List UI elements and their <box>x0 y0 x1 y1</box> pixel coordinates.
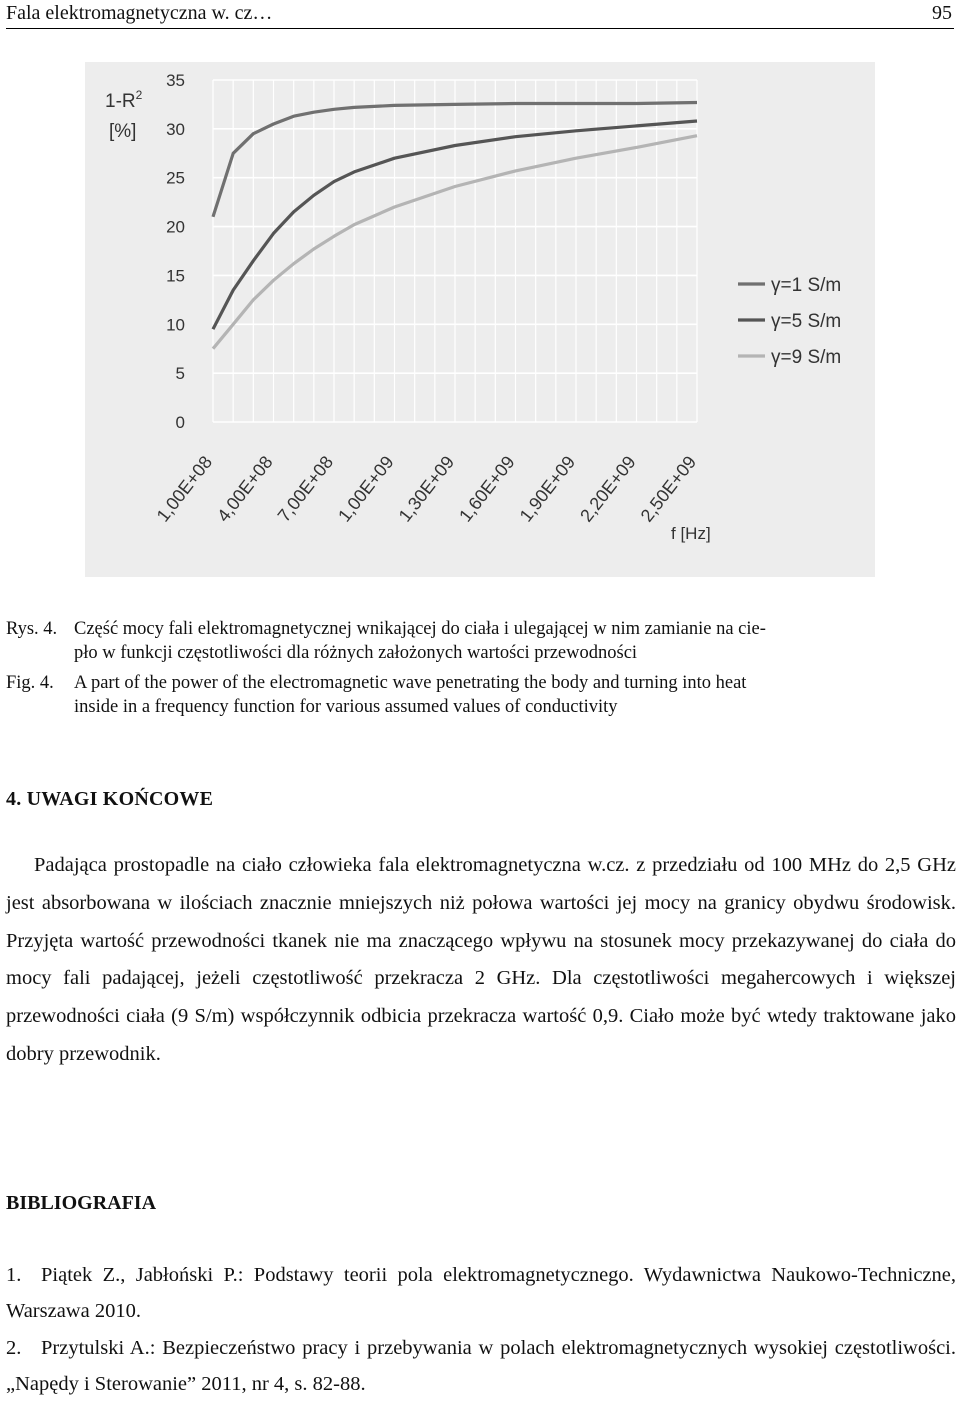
y-tick-label: 30 <box>166 119 185 139</box>
bibliography-item <box>6 1257 956 1329</box>
x-tick-label: 2,20E+09 <box>576 452 640 526</box>
x-axis-label: f [Hz] <box>671 524 711 543</box>
figure-caption-en <box>6 671 954 719</box>
y-tick-label: 20 <box>166 217 185 237</box>
caption-label-en: Fig. 4. <box>6 673 54 693</box>
caption-label-pl: Rys. 4. <box>6 619 58 639</box>
bibliography-item <box>6 1330 956 1402</box>
bib-number: 2. <box>6 1337 22 1359</box>
running-header <box>6 0 954 29</box>
bib-text: Przytulski A.: Bezpieczeństwo pracy i przebywania w polach elektromagnetycznych wysokiej częstotliwości. „Napędy i Sterowanie” 2011, nr 4, s. 82-88. <box>6 1337 956 1395</box>
legend-label: γ=1 S/m <box>771 275 842 296</box>
figure-caption-pl <box>6 617 954 665</box>
frequency-chart <box>85 62 875 577</box>
y-tick-label: 15 <box>166 266 185 286</box>
caption-text-pl-2: pło w funkcji częstotliwości dla różnych założonych wartości przewodności <box>74 643 638 663</box>
y-tick-label: 10 <box>166 315 185 335</box>
legend-label: γ=9 S/m <box>771 347 842 368</box>
caption-text-en-2: inside in a frequency function for various assumed values of conductivity <box>74 697 618 717</box>
bibliography-heading: BIBLIOGRAFIA <box>6 1192 157 1214</box>
y-axis-label: $1-R^2$ <box>105 88 143 112</box>
x-tick-label: 1,00E+08 <box>152 452 217 526</box>
y-tick-label: 25 <box>166 168 185 188</box>
x-tick-label: 1,60E+09 <box>455 452 519 526</box>
body-paragraph: Padająca prostopadle na ciało człowieka fala elektromagnetyczna w.cz. z przedziału od 100 MHz do 2,5 GHz jest absorbowana w ilościach znacznie mniejszych niż połowa wartości jej mocy na granicy obydwu środowisk. Przyjęta wartość przewodności tkanek nie ma znaczącego wpływu na stosunek mocy przekazywanej do ciała do mocy fali padającej, jeżeli częstotliwość przekracza 2 GHz. Dla częstotliwości megahercowych i większej przewodności ciała (9 S/m) współczynnik odbicia przekracza wartość 0,9. Ciało może być wtedy traktowane jako dobry przewodnik. <box>6 854 956 1065</box>
x-tick-label: 1,90E+09 <box>515 452 580 526</box>
section-heading: 4. UWAGI KOŃCOWE <box>6 788 214 810</box>
page-number: 95 <box>932 2 952 24</box>
legend-label: γ=5 S/m <box>771 311 842 332</box>
bib-text: Piątek Z., Jabłoński P.: Podstawy teorii pola elektromagnetycznego. Wydawnictwa Naukowo-Techniczne, Warszawa 2010. <box>6 1264 956 1322</box>
running-title: Fala elektromagnetyczna w. cz… <box>6 2 273 24</box>
bib-number: 1. <box>6 1264 22 1286</box>
y-tick-label: 5 <box>175 364 185 384</box>
x-tick-label: 4,00E+08 <box>213 452 277 526</box>
y-tick-label: 0 <box>175 413 185 432</box>
figure-4 <box>85 62 875 577</box>
caption-text-en-1: A part of the power of the electromagnetic wave penetrating the body and turning into heat <box>74 673 747 693</box>
y-axis-unit: [%] <box>109 121 137 142</box>
x-tick-label: 1,30E+09 <box>394 452 459 526</box>
bibliography-list <box>6 1257 956 1403</box>
x-tick-label: 2,50E+09 <box>636 452 701 526</box>
x-tick-label: 1,00E+09 <box>334 452 398 526</box>
x-tick-label: 7,00E+08 <box>273 452 338 526</box>
caption-text-pl-1: Część mocy fali elektromagnetycznej wnikającej do ciała i ulegającej w nim zamianie na cie- <box>74 619 766 639</box>
y-tick-label: 35 <box>166 71 185 90</box>
